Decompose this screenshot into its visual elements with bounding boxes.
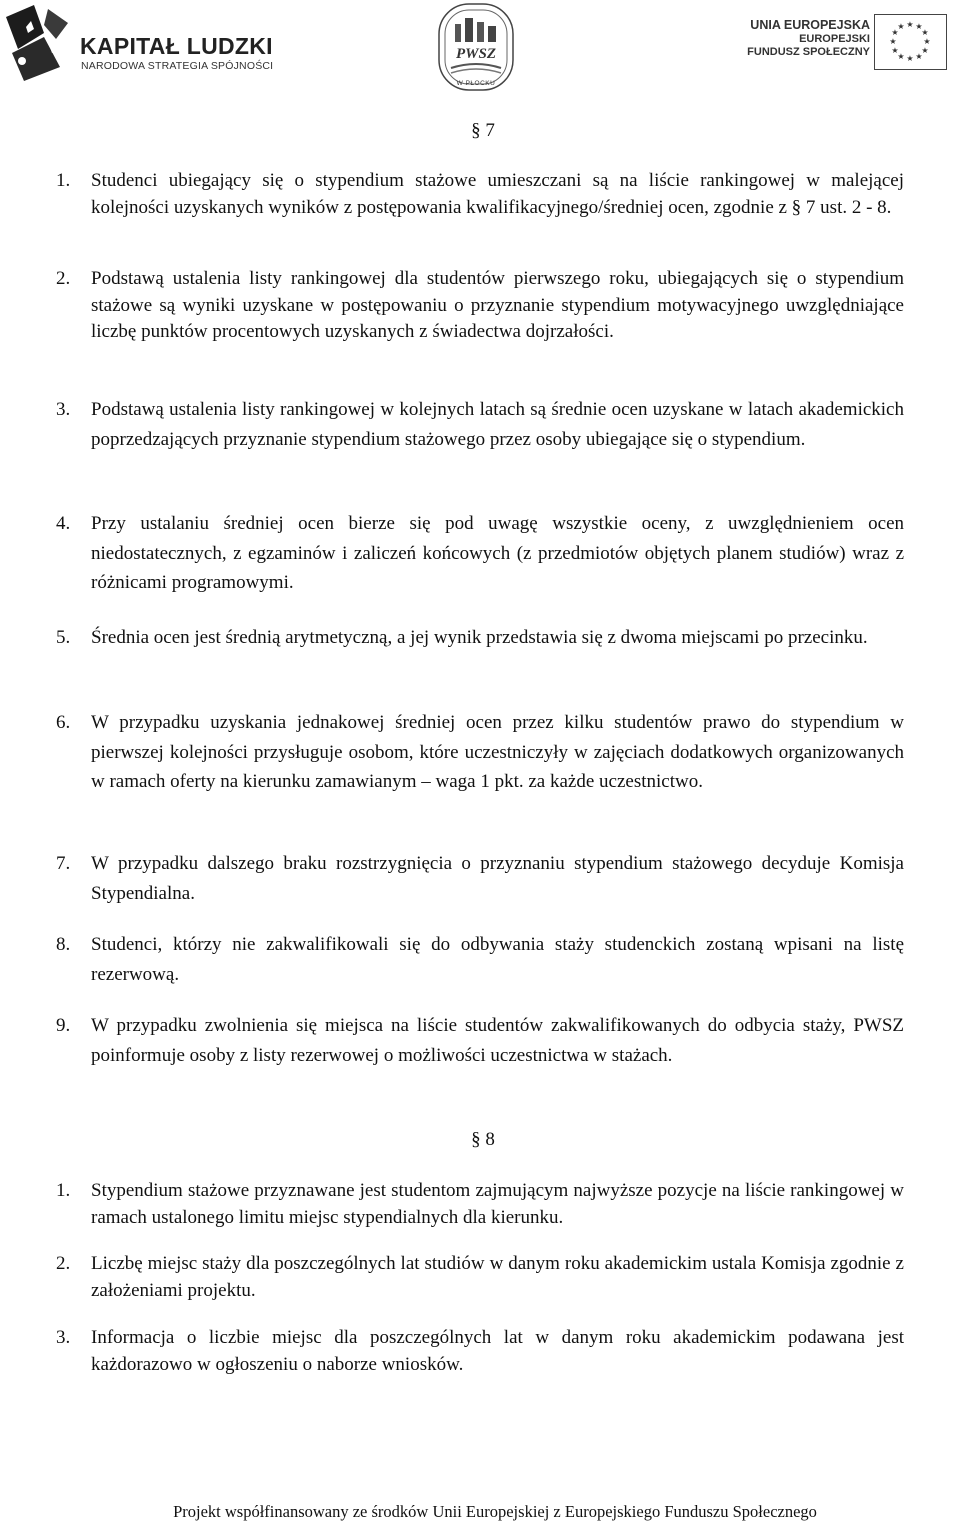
list-item-number: 9. [56,1015,71,1036]
eu-flag-icon [874,14,947,70]
kapital-ludzki-subtitle: NARODOWA STRATEGIA SPÓJNOŚCI [81,60,274,72]
svg-text:★: ★ [897,22,905,31]
list-item-text: Studenci ubiegający się o stypendium stażowe umieszczani są na liście rankingowej w malejącej kolejności uzyskanych wyników z postępowania kwalifikacyjnego/średniej ocen, zgodnie z § 7 ust. 2 - 8. [91,170,904,218]
svg-text:★: ★ [891,46,899,55]
pwsz-label: PWSZ [455,46,496,62]
list-item [56,849,904,908]
list-item-text: Stypendium stażowe przyznawane jest studentom zajmującym najwyższe pozycje na liście rankingowej w ramach ustalonego limitu miejsc stypendialnych dla kierunku. [91,1180,904,1228]
list-item-text: Informacja o liczbie miejsc dla poszczególnych lat w danym roku akademickim podawana jest każdorazowo w ogłoszeniu o naborze wniosków. [91,1327,904,1375]
list-item [56,1011,904,1070]
svg-text:★: ★ [889,37,897,46]
list-item-number: 3. [56,1327,71,1348]
list-item-number: 1. [56,1180,71,1201]
eu-line-3: FUNDUSZ SPOŁECZNY [747,46,870,58]
svg-text:★: ★ [921,28,929,37]
list-item [56,168,904,221]
list-item-text: Podstawą ustalenia listy rankingowej dla studentów pierwszego roku, ubiegających się o stypendium stażowe są wyniki uzyskane w postępowaniu o przyznanie stypendium motywacyjnego uwzględniające liczbę punktów procentowych uzyskanych z świadectwa dojrzałości. [91,268,904,342]
list-item [56,395,904,454]
list-item-text: W przypadku zwolnienia się miejsca na liście studentów zakwalifikowanych do odbycia staży, PWSZ poinformuje osoby z listy rezerwowej o możliwości uczestnictwa w stażach. [91,1015,904,1066]
svg-text:★: ★ [921,46,929,55]
list-item [56,1325,904,1378]
list-item [56,1251,904,1304]
kapital-ludzki-title: KAPITAŁ LUDZKI [80,33,273,59]
list-item-text: Przy ustalaniu średniej ocen bierze się pod uwagę wszystkie oceny, z uwzględnieniem ocen niedostatecznych, z egzaminów i zaliczeń końcowych (z przedmiotów objętych planem studiów) wraz z różnicami programowymi. [91,513,904,593]
list-item-number: 2. [56,268,71,289]
list-item-text: Studenci, którzy nie zakwalifikowali się do odbywania staży studenckich zostaną wpisani na listę rezerwową. [91,934,904,985]
list-item [56,509,904,598]
svg-text:★: ★ [915,22,923,31]
eu-line-2: EUROPEJSKI [799,33,870,45]
svg-text:★: ★ [906,54,914,63]
pwsz-city: W PŁOCKU [456,80,496,87]
list-item [56,266,904,346]
page-footer: Projekt współfinansowany ze środków Unii Europejskiej z Europejskiego Funduszu Społecznego [173,1502,817,1521]
section-7-title: § 7 [471,120,495,141]
svg-text:★: ★ [891,28,899,37]
eu-line-1: UNIA EUROPEJSKA [750,18,870,32]
svg-text:★: ★ [915,52,923,61]
eu-logo [747,14,960,76]
pwsz-logo [435,2,517,92]
list-item-text: Średnia ocen jest średnią arytmetyczną, a jej wynik przedstawia się z dwoma miejscami po przecinku. [91,627,868,648]
section-8-title: § 8 [471,1129,495,1150]
list-item-number: 4. [56,513,71,534]
svg-text:★: ★ [923,37,931,46]
list-item-text: W przypadku dalszego braku rozstrzygnięcia o przyznaniu stypendium stażowego decyduje Komisja Stypendialna. [91,853,904,904]
list-item-text: Podstawą ustalenia listy rankingowej w kolejnych latach są średnie ocen uzyskane w latach akademickich poprzedzających przyznanie stypendium stażowego przez osoby ubiegające się o stypendium. [91,399,904,450]
svg-text:★: ★ [897,52,905,61]
list-item-number: 8. [56,934,71,955]
list-item-number: 7. [56,853,71,874]
kapital-ludzki-logo [4,3,274,83]
list-item-number: 3. [56,399,71,420]
list-item-number: 1. [56,170,71,191]
list-item-number: 6. [56,712,71,733]
kapital-ludzki-emblem-icon [4,3,76,83]
list-item [56,623,904,653]
eu-text [747,18,870,59]
list-item [56,930,904,989]
list-item-text: W przypadku uzyskania jednakowej średniej ocen przez kilku studentów prawo do stypendium w pierwszej kolejności przysługuje osobom, które uczestniczyły w zajęciach dodatkowych organizowanych w ramach oferty na kierunku zamawianym – waga 1 pkt. za każde uczestnictwo. [91,712,904,792]
list-item [56,708,904,797]
list-item-number: 5. [56,627,71,648]
list-item [56,1178,904,1231]
list-item-text: Liczbę miejsc staży dla poszczególnych lat studiów w danym roku akademickim ustala Komisja zgodnie z założeniami projektu. [91,1253,904,1301]
page-header [0,0,960,100]
list-item-number: 2. [56,1253,71,1274]
svg-text:★: ★ [906,20,914,29]
